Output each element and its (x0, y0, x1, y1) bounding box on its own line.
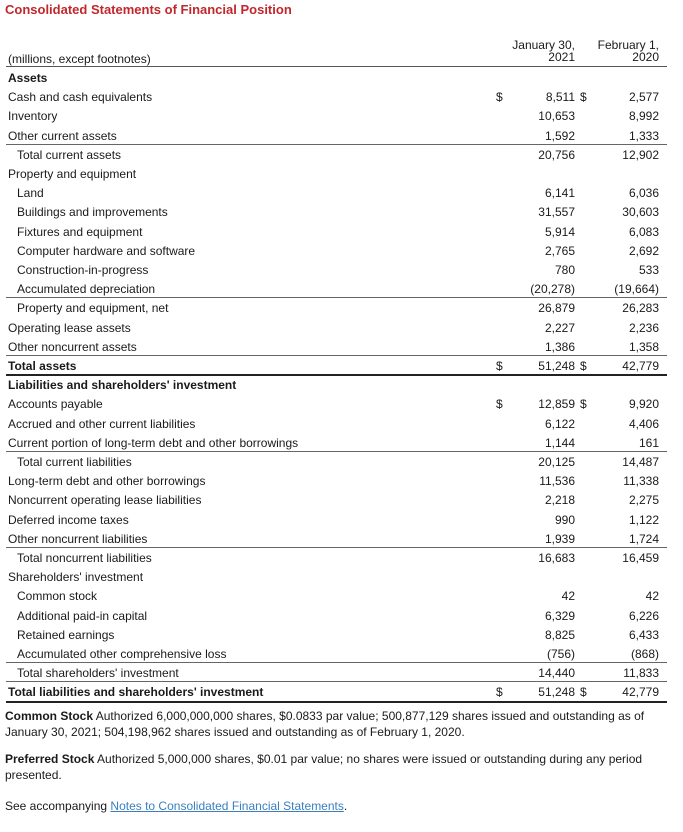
table-row (0, 201, 683, 220)
value-2020: 42 (645, 589, 659, 604)
value-2020: 11,833 (623, 666, 659, 681)
table-row (0, 374, 683, 393)
preferred-stock-footnote-title: Preferred Stock (5, 752, 95, 766)
value-2021: 2,218 (544, 493, 575, 508)
row-label: Cash and cash equivalents (8, 90, 153, 105)
value-2021: 1,144 (544, 435, 575, 450)
column-header-2021-line1: January 30, (512, 38, 575, 52)
value-2021: (756) (546, 647, 575, 661)
value-2020: 14,487 (622, 455, 659, 469)
row-label: Construction-in-progress (17, 263, 149, 277)
table-row (0, 585, 683, 604)
value-2021: 780 (554, 263, 575, 277)
value-2020: (19,664) (614, 282, 659, 297)
value-2020: 6,083 (628, 224, 659, 239)
table-row (0, 547, 683, 566)
table-row (0, 413, 683, 432)
value-2021: (20,278) (530, 282, 575, 297)
value-2020: 11,338 (623, 474, 659, 489)
units-label: (millions, except footnotes) (8, 52, 151, 66)
value-2021: 1,939 (544, 531, 575, 546)
column-header-2021 (500, 39, 575, 63)
value-2021: 6,329 (544, 608, 575, 623)
row-label: Inventory (8, 109, 58, 124)
table-row (0, 489, 683, 508)
dollar-sign-2021: $ (496, 359, 503, 373)
table-row (0, 86, 683, 105)
row-label: Common stock (17, 589, 98, 604)
dollar-sign-2020: $ (580, 90, 587, 105)
row-label: Land (17, 186, 44, 201)
value-2021: 12,859 (538, 397, 575, 412)
value-2021: 10,653 (538, 109, 575, 124)
row-label: Additional paid-in capital (17, 608, 148, 623)
row-label: Fixtures and equipment (17, 224, 143, 239)
value-2021: 14,440 (538, 666, 575, 681)
table-row (0, 336, 683, 355)
row-label: Shareholders' investment (8, 570, 144, 585)
value-2021: 1,386 (544, 339, 575, 354)
table-row (0, 105, 683, 124)
dollar-sign-2021: $ (496, 685, 503, 700)
common-stock-footnote-text: Authorized 6,000,000,000 shares, $0.0833 par value; 500,877,129 shares issued and outstanding as of January 30, 2021; 504,198,962 shares issued and outstanding as of February 1, 2020. (5, 709, 645, 739)
row-label: Total liabilities and shareholders' investment (8, 685, 264, 700)
common-stock-footnote (5, 708, 670, 740)
table-row (0, 432, 683, 451)
row-label: Long-term debt and other borrowings (8, 474, 206, 489)
table-row (0, 509, 683, 528)
value-2020: 2,236 (628, 320, 659, 335)
row-label: Retained earnings (17, 627, 115, 642)
table-row (0, 470, 683, 489)
value-2021: 31,557 (538, 205, 575, 220)
value-2021: 51,248 (538, 685, 575, 700)
row-label: Property and equipment, net (17, 301, 169, 316)
row-label: Current portion of long-term debt and other borrowings (8, 435, 299, 450)
row-label: Accounts payable (8, 397, 103, 412)
value-2020: 26,283 (622, 301, 659, 316)
table-row (0, 297, 683, 316)
value-2020: 6,433 (628, 627, 659, 642)
dollar-sign-2020: $ (580, 685, 587, 700)
row-divider (6, 701, 667, 703)
value-2020: 1,333 (628, 128, 659, 143)
value-2020: 1,724 (628, 531, 659, 546)
dollar-sign-2020: $ (580, 359, 587, 373)
value-2021: 5,914 (544, 224, 575, 239)
value-2021: 6,141 (544, 186, 575, 201)
table-row (0, 163, 683, 182)
value-2020: 30,603 (622, 205, 659, 220)
value-2020: 6,036 (628, 186, 659, 201)
row-label: Total shareholders' investment (17, 666, 179, 681)
see-notes-line (5, 798, 670, 814)
row-label: Total current liabilities (17, 455, 132, 469)
value-2021: 1,592 (544, 128, 575, 143)
row-label: Assets (8, 71, 48, 85)
row-label: Buildings and improvements (17, 205, 168, 220)
table-row (0, 125, 683, 144)
value-2020: 2,692 (628, 243, 659, 258)
row-label: Total current assets (17, 147, 122, 162)
value-2020: 8,992 (628, 109, 659, 124)
value-2021: 2,765 (544, 243, 575, 258)
value-2021: 26,879 (538, 301, 575, 316)
table-row (0, 355, 683, 374)
table-row (0, 317, 683, 336)
row-label: Noncurrent operating lease liabilities (8, 493, 202, 508)
value-2021: 42 (561, 589, 575, 604)
table-row (0, 240, 683, 259)
row-label: Accumulated other comprehensive loss (17, 647, 227, 661)
column-header-2020-line1: February 1, (597, 38, 659, 52)
row-label: Deferred income taxes (8, 512, 129, 527)
value-2021: 16,683 (538, 551, 575, 565)
table-row (0, 278, 683, 297)
row-label: Liabilities and shareholders' investment (8, 378, 237, 393)
table-row (0, 259, 683, 278)
value-2021: 2,227 (544, 320, 575, 335)
table-row (0, 67, 683, 86)
table-row (0, 566, 683, 585)
row-label: Accrued and other current liabilities (8, 416, 196, 431)
table-row (0, 624, 683, 643)
dollar-sign-2021: $ (496, 90, 503, 105)
value-2021: 8,825 (544, 627, 575, 642)
column-header-2020 (582, 39, 659, 63)
table-row (0, 221, 683, 240)
row-label: Other current assets (8, 128, 117, 143)
table-row (0, 605, 683, 624)
row-label: Operating lease assets (8, 320, 131, 335)
row-label: Property and equipment (8, 167, 137, 181)
row-label: Other noncurrent assets (8, 339, 137, 354)
value-2020: 2,275 (628, 493, 659, 508)
table-row (0, 451, 683, 470)
table-row (0, 528, 683, 547)
value-2020: 161 (638, 435, 659, 450)
table-row (0, 393, 683, 412)
value-2021: 990 (554, 512, 575, 527)
preferred-stock-footnote (5, 751, 670, 783)
row-label: Total assets (8, 359, 77, 373)
value-2020: 4,406 (628, 416, 659, 431)
value-2020: (868) (630, 647, 659, 661)
value-2020: 6,226 (628, 608, 659, 623)
value-2020: 42,779 (622, 685, 659, 700)
see-notes-prefix: See accompanying (5, 799, 111, 813)
common-stock-footnote-title: Common Stock (5, 709, 94, 723)
value-2020: 1,122 (628, 512, 659, 527)
notes-link[interactable]: Notes to Consolidated Financial Statements (110, 799, 344, 813)
value-2021: 6,122 (544, 416, 575, 431)
table-row (0, 662, 683, 681)
table-row (0, 182, 683, 201)
preferred-stock-footnote-text: Authorized 5,000,000 shares, $0.01 par value; no shares were issued or outstanding during any period presented. (5, 752, 643, 782)
value-2021: 11,536 (539, 474, 575, 489)
table-row (0, 643, 683, 662)
value-2020: 16,459 (622, 551, 659, 565)
value-2020: 1,358 (628, 339, 659, 354)
dollar-sign-2021: $ (496, 397, 503, 412)
value-2020: 12,902 (622, 147, 659, 162)
column-header-2020-line2: 2020 (632, 50, 659, 64)
page-title: Consolidated Statements of Financial Position (5, 2, 292, 17)
value-2020: 9,920 (628, 397, 659, 412)
table-row (0, 144, 683, 163)
table-row (0, 681, 683, 700)
column-header-2021-line2: 2021 (548, 50, 575, 64)
row-label: Computer hardware and software (17, 243, 196, 258)
value-2020: 42,779 (622, 359, 659, 373)
value-2020: 2,577 (628, 90, 659, 105)
see-notes-suffix: . (343, 799, 348, 813)
row-label: Accumulated depreciation (17, 282, 156, 297)
dollar-sign-2020: $ (580, 397, 587, 412)
value-2020: 533 (638, 263, 659, 277)
row-label: Other noncurrent liabilities (8, 531, 148, 546)
value-2021: 51,248 (538, 359, 575, 373)
value-2021: 20,125 (538, 455, 575, 469)
value-2021: 8,511 (545, 90, 575, 105)
value-2021: 20,756 (538, 147, 575, 162)
row-label: Total noncurrent liabilities (17, 551, 152, 565)
